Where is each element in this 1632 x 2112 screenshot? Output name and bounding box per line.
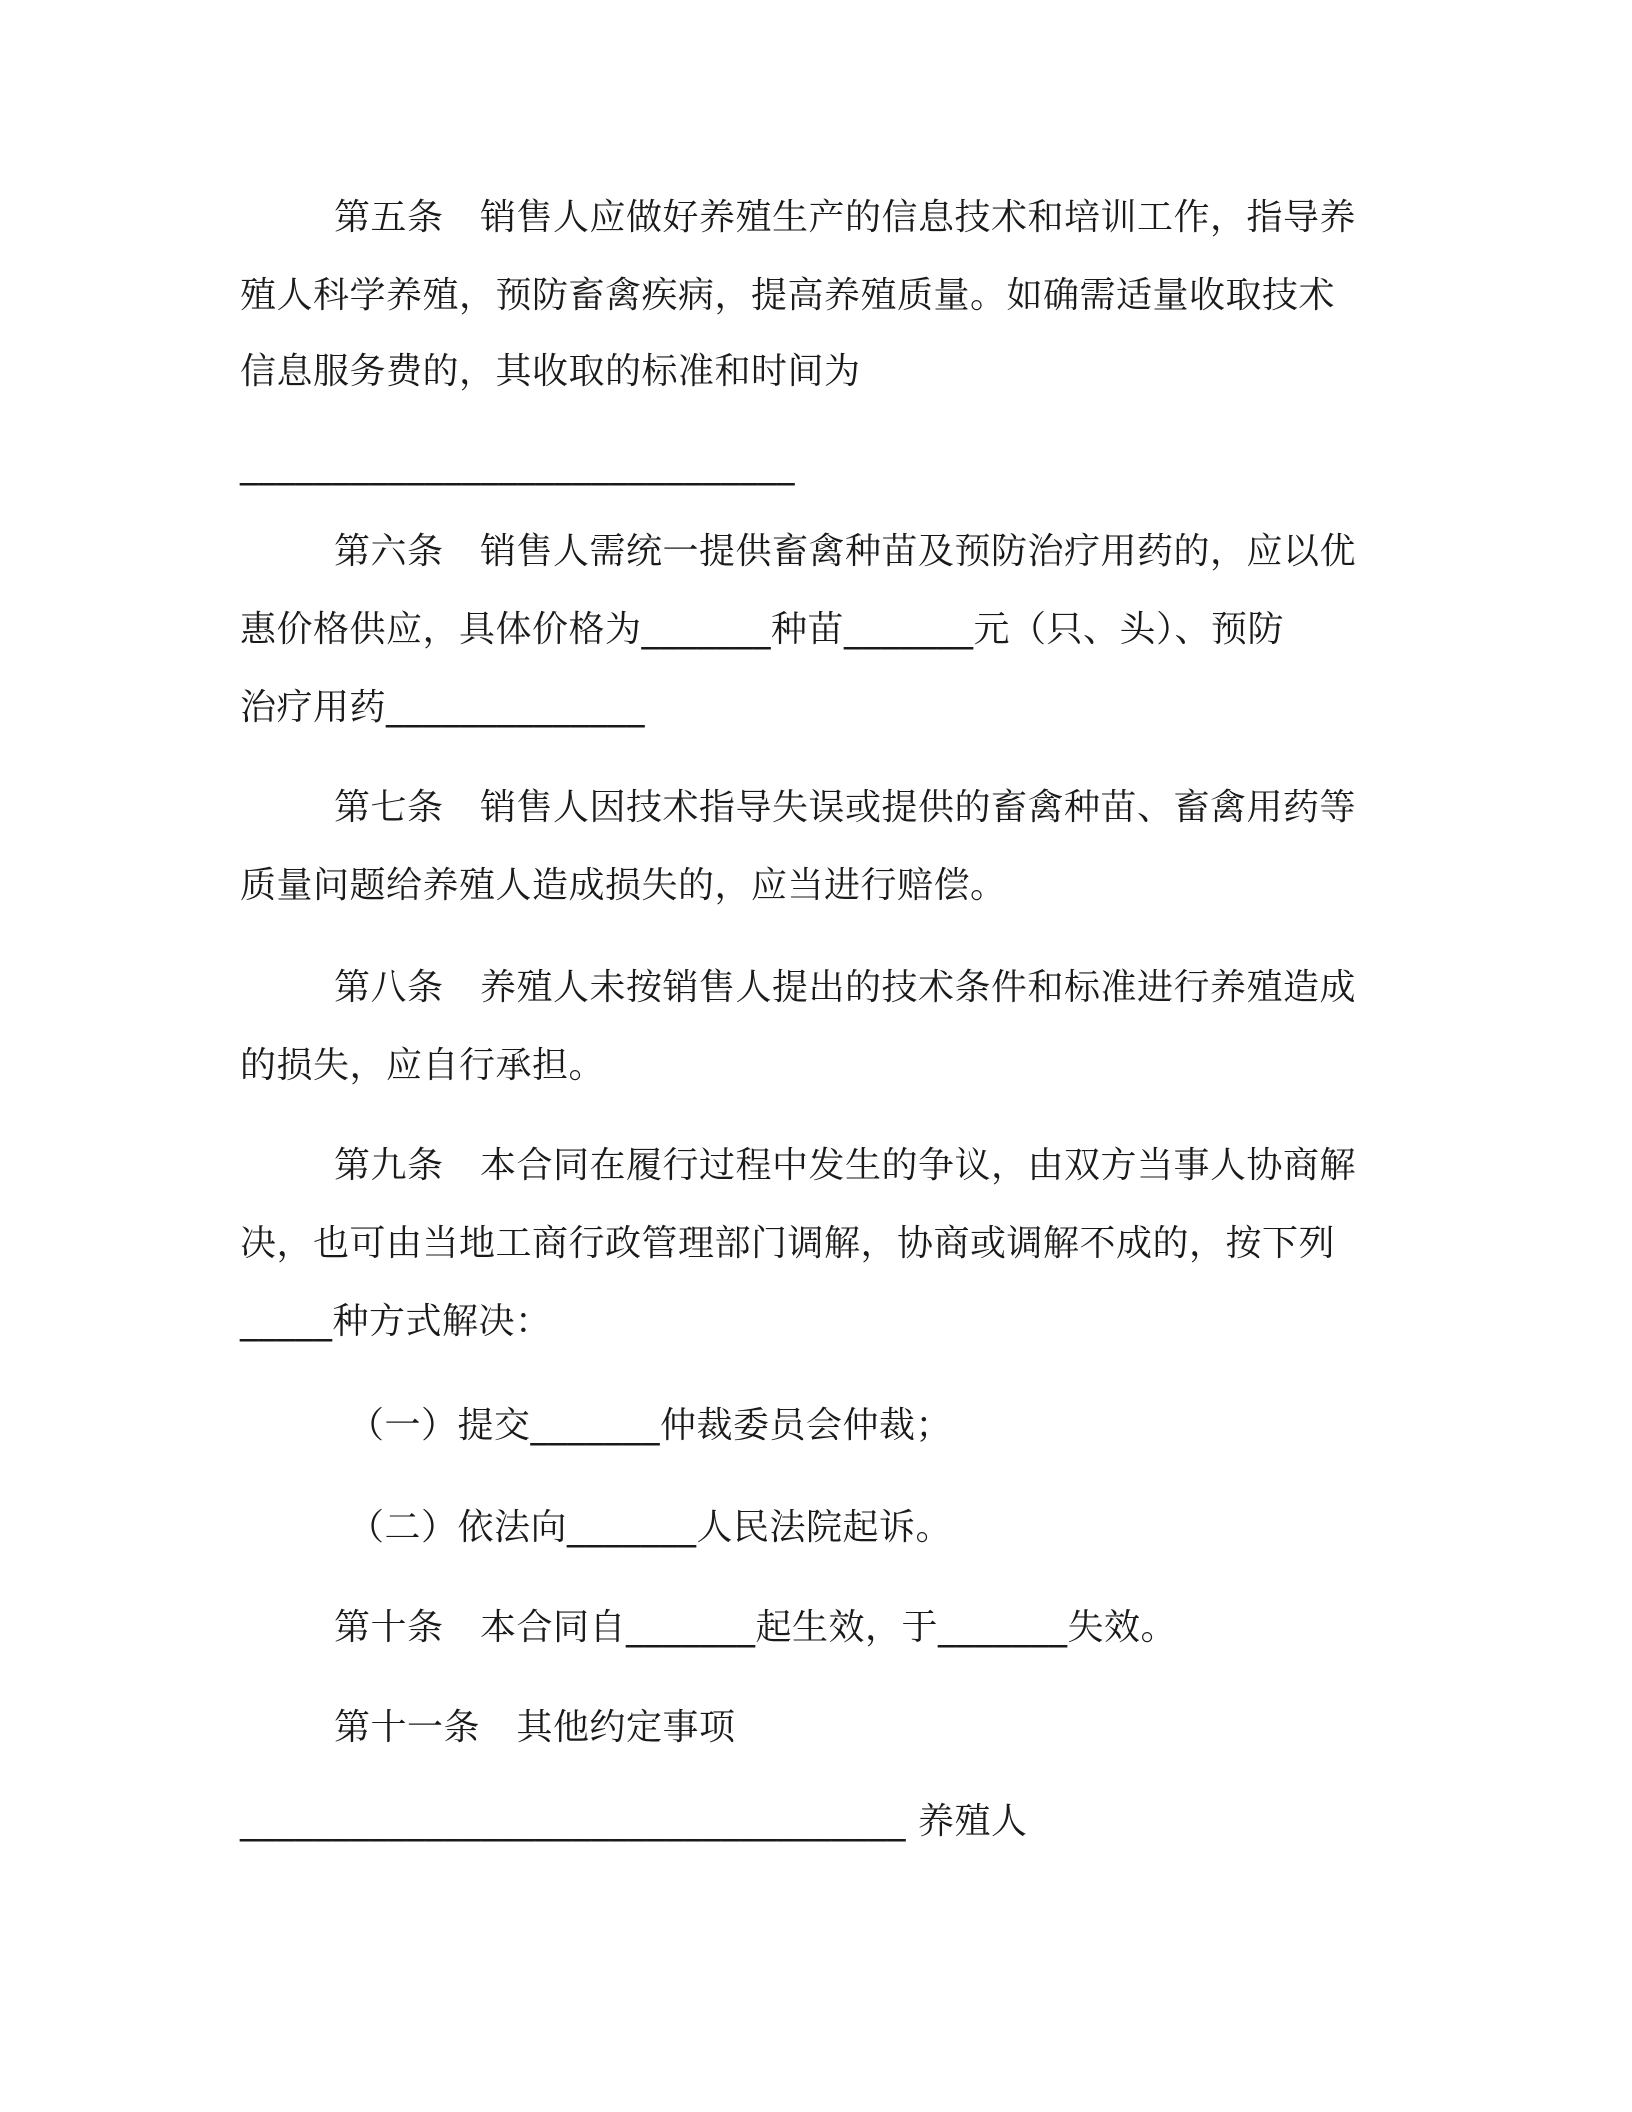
article-11-line-1: 第十一条 其他约定事项 — [334, 1707, 736, 1748]
article-8-line-1: 第八条 养殖人未按销售人提出的技术条件和标准进行养殖造成 — [334, 967, 1357, 1008]
article-5-line-2: 殖人科学养殖，预防畜禽疾病，提高养殖质量。如确需适量收取技术 — [240, 275, 1336, 316]
article-11-line-2: ____________________________________ 养殖人 — [240, 1801, 1028, 1842]
article-10-line-1: 第十条 本合同自_______起生效，于_______失效。 — [334, 1607, 1178, 1648]
article-8-line-2: 的损失，应自行承担。 — [240, 1045, 606, 1086]
article-7-line-2: 质量问题给养殖人造成损失的，应当进行赔偿。 — [240, 865, 1007, 906]
article-5-line-1: 第五条 销售人应做好养殖生产的信息技术和培训工作，指导养 — [334, 197, 1357, 238]
article-9-line-2: 决，也可由当地工商行政管理部门调解，协商或调解不成的，按下列 — [240, 1223, 1336, 1264]
article-9-line-1: 第九条 本合同在履行过程中发生的争议，由双方当事人协商解 — [334, 1145, 1357, 1186]
article-6-line-3: 治疗用药______________ — [240, 687, 646, 728]
article-9-option-2: （二）依法向_______人民法院起诉。 — [348, 1507, 953, 1548]
article-6-line-2: 惠价格供应，具体价格为_______种苗_______元（只、头）、预防 — [240, 609, 1285, 650]
article-5-blank-line: ______________________________ — [240, 445, 795, 486]
article-9-line-3: _____种方式解决： — [240, 1301, 552, 1342]
article-5-line-3: 信息服务费的，其收取的标准和时间为 — [240, 351, 861, 392]
article-6-line-1: 第六条 销售人需统一提供畜禽种苗及预防治疗用药的，应以优 — [334, 531, 1357, 572]
article-9-option-1: （一）提交_______仲裁委员会仲裁； — [348, 1405, 953, 1446]
article-7-line-1: 第七条 销售人因技术指导失误或提供的畜禽种苗、畜禽用药等 — [334, 787, 1357, 828]
